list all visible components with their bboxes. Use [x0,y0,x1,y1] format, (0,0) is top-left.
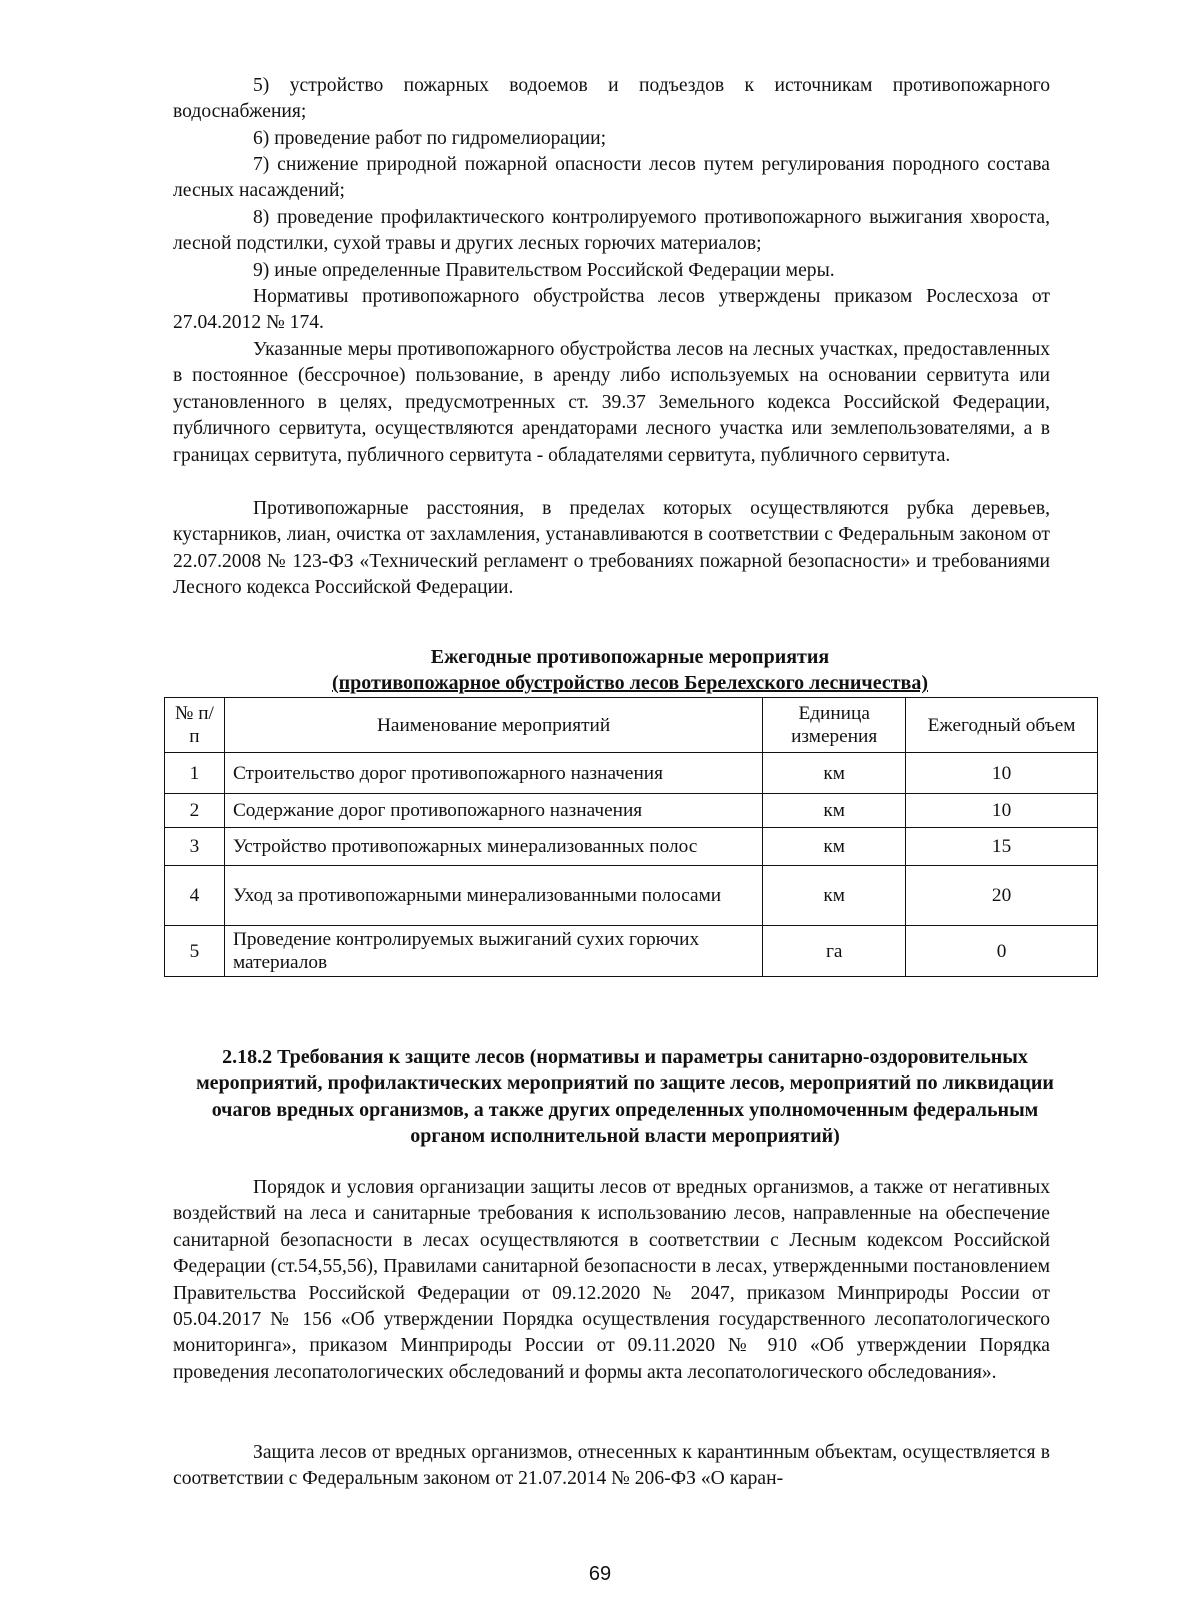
cell-num: 3 [165,828,225,866]
cell-volume: 10 [906,794,1098,828]
page-number: 69 [588,1563,612,1585]
table-row [165,926,1098,977]
table-row [165,753,1098,794]
cell-name: Проведение контролируемых выжиганий сухих горючих материалов [224,926,762,977]
paragraph-distances: Противопожарные расстояния, в пределах которых осуществляются рубка деревьев, кустарников, лиан, очистка от захламления, устанавливаются в соответствии с Федеральным законом от 22.07.2008 № 123-ФЗ «Технический регламент о требованиях пожарной безопасности» и требованиями Лесного кодекса Российской Федерации. [173,498,1050,599]
cell-unit: км [763,866,906,926]
table-row [165,828,1098,866]
cell-unit: км [763,753,906,794]
table-title-line-2: (противопожарное обустройство лесов Берелехского лесничества) [332,672,928,695]
paragraph-item-5: 5) устройство пожарных водоемов и подъездов к источникам противопожарного водоснабжения; [173,75,1050,123]
cell-name: Строительство дорог противопожарного назначения [224,753,762,794]
measures-table [164,697,1098,977]
table-row [165,794,1098,828]
paragraph-item-8: 8) проведение профилактического контролируемого противопожарного выжигания хвороста, лесной подстилки, сухой травы и других лесных горючих материалов; [173,207,1050,255]
cell-volume: 20 [906,866,1098,926]
cell-name: Уход за противопожарными минерализованными полосами [224,866,762,926]
column-header-volume: Ежегодный объем [906,698,1098,753]
cell-unit: га [763,926,906,977]
table-title-line-1: Ежегодные противопожарные мероприятия [430,646,830,668]
cell-unit: км [763,794,906,828]
column-header-num: № п/п [165,698,225,753]
paragraph-item-6: 6) проведение работ по гидромелиорации; [253,128,607,149]
cell-num: 4 [165,866,225,926]
paragraph-item-9: 9) иные определенные Правительством Российской Федерации меры. [253,260,835,281]
paragraph-measures: Указанные меры противопожарного обустройства лесов на лесных участках, предоставленных в постоянное (бессрочное) пользование, в аренду либо используемых на основании сервитута или установленного в целях, предусмотренных ст. 39.37 Земельного кодекса Российской Федерации, публичного сервитута, осуществляются арендаторами лесного участка или землепользователями, а в границах сервитута, публичного сервитута - обладателями сервитута, публичного сервитута. [173,339,1050,466]
table-row [165,866,1098,926]
paragraph-normatives: Нормативы противопожарного обустройства лесов утверждены приказом Рослесхоза от 27.04.2012 № 174. [173,286,1050,334]
cell-volume: 15 [906,828,1098,866]
table-title [160,644,1100,697]
cell-unit: км [763,828,906,866]
cell-name: Устройство противопожарных минерализованных полос [224,828,762,866]
paragraph-protection-order: Порядок и условия организации защиты лесов от вредных организмов, а также от негативных воздействий на леса и санитарные требования к использованию лесов, направленные на обеспечение санитарной безопасности в лесах осуществляются в соответствии с Лесным кодексом Российской Федерации (ст.54,55,56), Правилами санитарной безопасности в лесах, утвержденными постановлением Правительства Российской Федерации от 09.12.2020 № 2047, приказом Минприроды России от 05.04.2017 № 156 «Об утверждении Порядка осуществления государственного лесопатологического мониторинга», приказом Минприроды России от 09.11.2020 № 910 «Об утверждении Порядка проведения лесопатологических обследований и формы акта лесопатологического обследования». [173,1177,1050,1383]
cell-num: 5 [165,926,225,977]
cell-name: Содержание дорог противопожарного назначения [224,794,762,828]
cell-volume: 10 [906,753,1098,794]
cell-num: 1 [165,753,225,794]
paragraph-item-7: 7) снижение природной пожарной опасности лесов путем регулирования породного состава лесных насаждений; [173,154,1050,202]
section-title: 2.18.2 Требования к защите лесов (нормативы и параметры санитарно-оздоровительных мероприятий, профилактических мероприятий по защите лесов, мероприятий по ликвидации очагов вредных организмов, а также других определенных уполномоченным федеральным органом исполнительной власти мероприятий) [196,1046,1054,1148]
column-header-name: Наименование мероприятий [224,698,762,753]
cell-volume: 0 [906,926,1098,977]
paragraph-quarantine: Защита лесов от вредных организмов, отнесенных к карантинным объектам, осуществляется в соответствии с Федеральным законом от 21.07.2014 № 206-ФЗ «О каран- [173,1442,1050,1490]
table-header-row [165,698,1098,753]
column-header-unit: Единица измерения [763,698,906,753]
cell-num: 2 [165,794,225,828]
